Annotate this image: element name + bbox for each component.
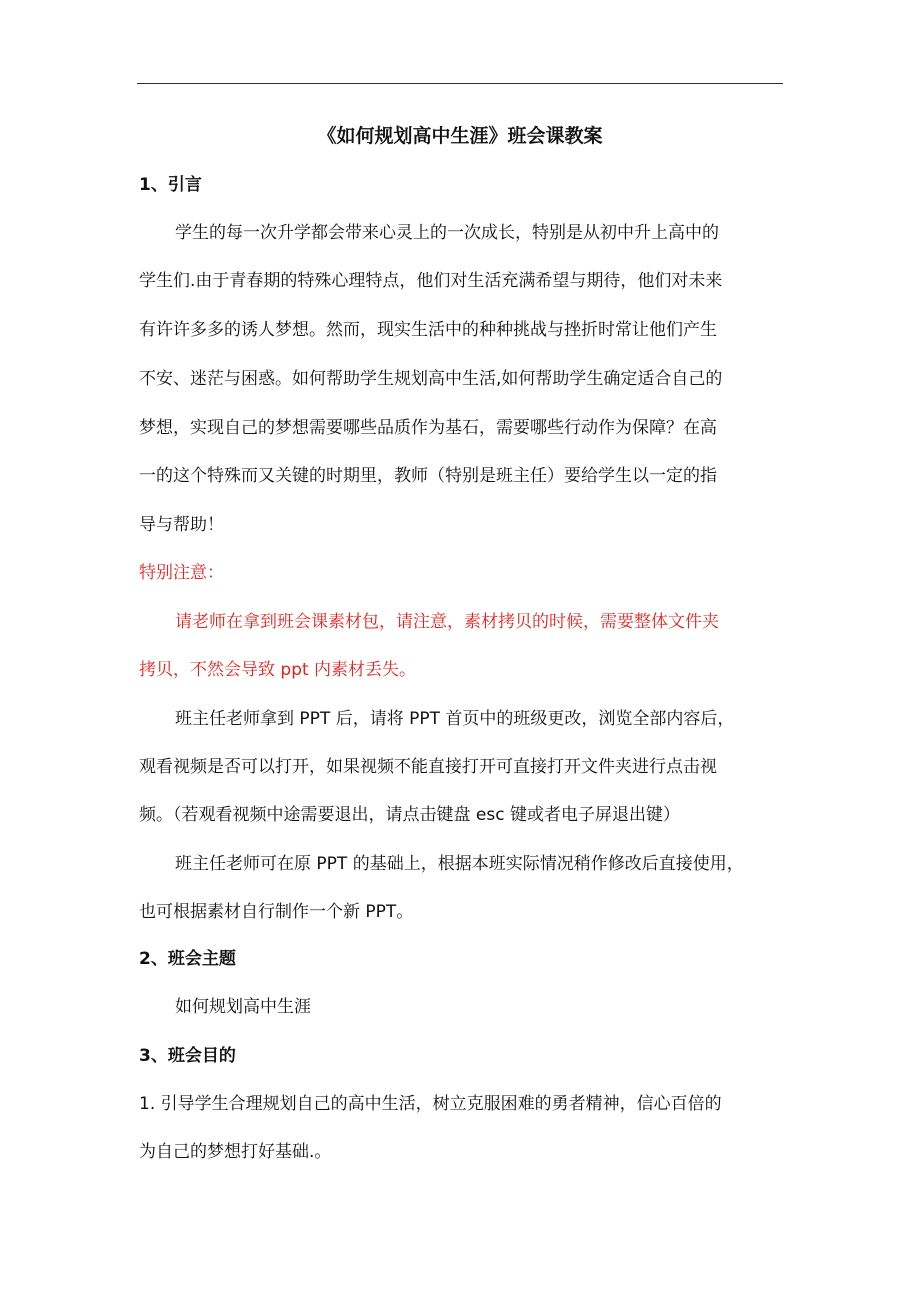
document-title: 《如何规划高中生涯》班会课教案 bbox=[317, 125, 603, 147]
paragraph-line: 班主任老师可在原 PPT 的基础上，根据本班实际情况稍作修改后直接使用， bbox=[175, 854, 744, 874]
paragraph-line: 一的这个特殊而又关键的时期里，教师（特别是班主任）要给学生以一定的指 bbox=[139, 466, 717, 486]
paragraph-line: 为自己的梦想打好基础.。 bbox=[139, 1142, 332, 1162]
section-heading: 3、班会目的 bbox=[139, 1046, 236, 1066]
paragraph-line: 如何规划高中生涯 bbox=[175, 997, 311, 1017]
section-heading: 2、班会主题 bbox=[139, 949, 236, 969]
paragraph-line: 有许许多多的诱人梦想。然而，现实生活中的种种挑战与挫折时常让他们产生 bbox=[139, 320, 717, 340]
paragraph-line: 导与帮助！ bbox=[139, 515, 224, 535]
paragraph-line: 频。（若观看视频中途需要退出，请点击键盘 esc 键或者电子屏退出键） bbox=[139, 805, 680, 825]
notice-text: 请老师在拿到班会课素材包，请注意，素材拷贝的时候，需要整体文件夹 bbox=[175, 612, 719, 632]
section-heading: 1、引言 bbox=[139, 175, 202, 195]
paragraph-line: 班主任老师拿到 PPT 后，请将 PPT 首页中的班级更改，浏览全部内容后， bbox=[175, 709, 735, 729]
notice-text: 特别注意： bbox=[139, 563, 224, 583]
paragraph-line: 梦想，实现自己的梦想需要哪些品质作为基石，需要哪些行动作为保障？在高 bbox=[139, 418, 717, 438]
paragraph-line: 也可根据素材自行制作一个新 PPT。 bbox=[139, 902, 414, 922]
paragraph-line: 学生们.由于青春期的特殊心理特点，他们对生活充满希望与期待，他们对未来 bbox=[139, 271, 723, 291]
notice-text: 拷贝，不然会导致 ppt 内素材丢失。 bbox=[139, 660, 417, 680]
paragraph-line: 不安、迷茫与困惑。如何帮助学生规划高中生活,如何帮助学生确定适合自己的 bbox=[139, 369, 723, 389]
header-rule bbox=[137, 83, 783, 84]
paragraph-line: 学生的每一次升学都会带来心灵上的一次成长，特别是从初中升上高中的 bbox=[175, 223, 719, 243]
paragraph-line: 观看视频是否可以打开，如果视频不能直接打开可直接打开文件夹进行点击视 bbox=[139, 757, 717, 777]
paragraph-line: 1. 引导学生合理规划自己的高中生活，树立克服困难的勇者精神，信心百倍的 bbox=[139, 1094, 722, 1114]
